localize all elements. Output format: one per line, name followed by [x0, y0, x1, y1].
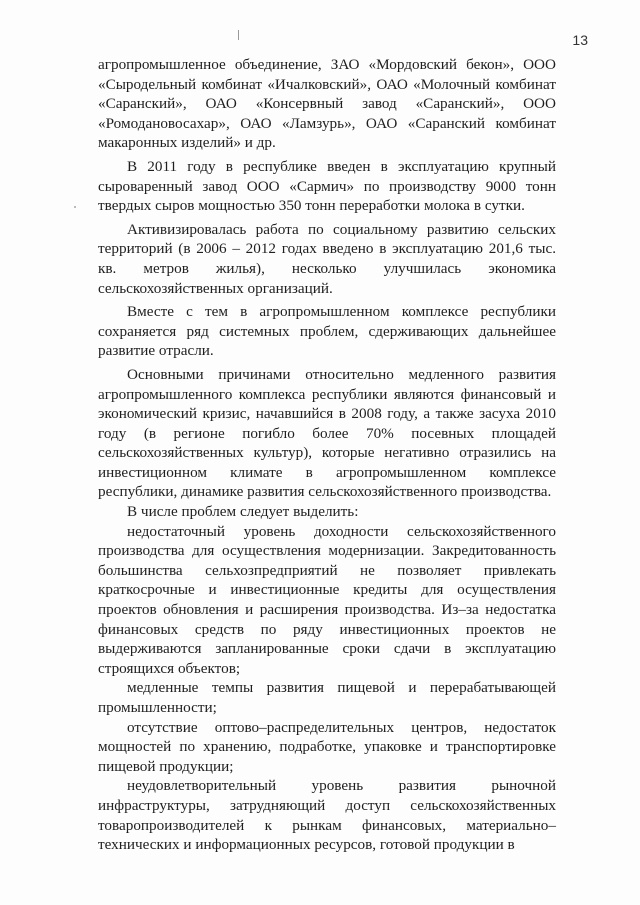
body-text	[98, 55, 556, 855]
paragraph-reasons: Основными причинами относительно медленного развития агропромышленного комплекса республики являются финансовый и экономический кризис, начавшийся в 2008 году, а также засуха 2010 году (в регионе погибло более 70% посевных площадей сельскохозяйственных культур), которые негативно отразились на инвестиционном климате в агропромышленном комплексе республики, динамике развития сельскохозяйственного производства.	[98, 365, 556, 501]
paragraph-cheese-plant: В 2011 году в республике введен в эксплуатацию крупный сыроваренный завод ООО «Сармич» по производству 9000 тонн твердых сыров мощностью 350 тонн переработки молока в сутки.	[98, 157, 556, 215]
paragraph-social-development: Активизировалась работа по социальному развитию сельских территорий (в 2006 – 2012 годах введено в эксплуатацию 201,6 тыс. кв. метров жилья), несколько улучшилась экономика сельскохозяйственных организаций.	[98, 220, 556, 297]
paragraph-systemic-problems: Вместе с тем в агропромышленном комплексе республики сохраняется ряд системных проблем, сдерживающих дальнейшее развитие отрасли.	[98, 303, 556, 360]
list-item-low-profitability: недостаточный уровень доходности сельскохозяйственного производства для осуществления модернизации. Закредитованность большинства сельхозпредприятий не позволяет привлекать краткосрочные и инвестиционные кредиты для осуществления проектов обновления и расширения производства. Из–за недостатка финансовых средств по ряду инвестиционных проектов не выдерживаются запланированные сроки сдачи в эксплуатацию строящихся объектов;	[98, 522, 556, 677]
scan-dot	[74, 206, 76, 208]
list-item-slow-processing: медленные темпы развития пищевой и перерабатывающей промышленности;	[98, 679, 556, 716]
paragraph-problems-intro: В числе проблем следует выделить:	[127, 503, 359, 521]
paragraph-enterprise-list: агропромышленное объединение, ЗАО «Мордовский бекон», ООО «Сыродельный комбинат «Ичалковский», ОАО «Молочный комбинат «Саранский», ОАО «Консервный завод «Саранский», ООО «Ромодановосахар», ОАО «Ламзурь», ОАО «Саранский комбинат макаронных изделий» и др.	[98, 56, 556, 152]
page-number: 13	[572, 32, 588, 48]
list-item-distribution-centers: отсутствие оптово–распределительных центров, недостаток мощностей по хранению, подработке, упаковке и транспортировке пищевой продукции;	[98, 718, 556, 775]
list-item-market-infrastructure: неудовлетворительный уровень развития рыночной инфраструктуры, затрудняющий доступ сельскохозяйственных товаропроизводителей к рынкам финансовых, материально–технических и информационных ресурсов, готовой продукции в	[98, 777, 556, 854]
scan-mark	[238, 30, 239, 40]
